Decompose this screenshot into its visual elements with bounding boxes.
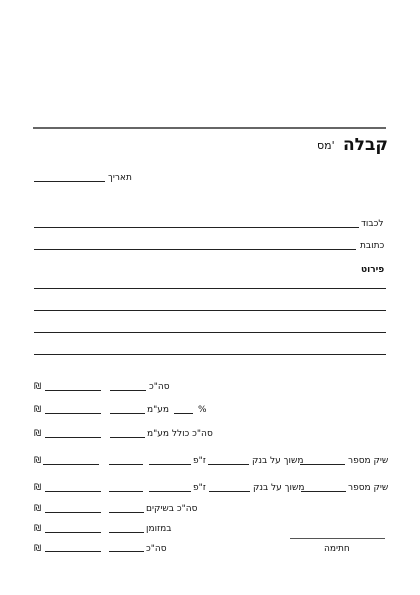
check-2-number-field[interactable] <box>301 491 346 492</box>
check-2-number-label: שיק מספר <box>348 483 389 493</box>
details-line-3[interactable] <box>34 332 386 333</box>
cash-amount-field[interactable] <box>45 532 101 533</box>
grand-total-amount-field[interactable] <box>45 551 101 552</box>
address-label: כתובת <box>360 241 385 251</box>
check-2-bank-field[interactable] <box>209 491 250 492</box>
check-2-date-field[interactable] <box>149 491 191 492</box>
check-2-date-label: ז"פ <box>193 483 206 493</box>
check-1-bank-field[interactable] <box>208 464 249 465</box>
cash-agorot-field[interactable] <box>109 532 144 533</box>
check-1-number-label: שיק מספר <box>348 456 389 466</box>
currency-symbol: ₪ <box>34 504 42 514</box>
check-1-number-field[interactable] <box>300 464 345 465</box>
check-1-agorot-field[interactable] <box>109 464 143 465</box>
check-1-date-field[interactable] <box>149 464 191 465</box>
check-2-bank-label: משוך על בנק <box>253 483 305 493</box>
total-with-vat-agorot-field[interactable] <box>110 437 145 438</box>
details-line-2[interactable] <box>34 310 386 311</box>
total-with-vat-label: סה"כ כולל מע"מ <box>147 429 213 439</box>
recipient-label: לכבוד <box>361 219 384 229</box>
vat-percent-field[interactable] <box>174 413 193 414</box>
date-field[interactable] <box>34 181 105 182</box>
subtotal-label: סה"כ <box>149 382 170 392</box>
grand-total-label: סה"כ <box>146 544 167 554</box>
check-2-agorot-field[interactable] <box>109 491 143 492</box>
currency-symbol: ₪ <box>34 524 42 534</box>
date-label: תאריך <box>108 173 132 183</box>
receipt-title: קבלה <box>343 135 388 155</box>
cash-label: במזומן <box>146 524 172 534</box>
vat-amount-field[interactable] <box>45 413 101 414</box>
currency-symbol: ₪ <box>34 544 42 554</box>
recipient-field[interactable] <box>34 227 359 228</box>
subtotal-amount-field[interactable] <box>45 390 101 391</box>
vat-label: מע"מ <box>147 405 169 415</box>
percent-sign: % <box>198 405 207 415</box>
currency-symbol: ₪ <box>34 429 42 439</box>
subtotal-agorot-field[interactable] <box>110 390 146 391</box>
currency-symbol: ₪ <box>34 382 42 392</box>
address-field[interactable] <box>34 249 356 250</box>
receipt-number-label: מס' <box>317 139 335 152</box>
grand-total-agorot-field[interactable] <box>109 551 144 552</box>
check-1-amount-field[interactable] <box>43 464 99 465</box>
details-line-1[interactable] <box>34 288 386 289</box>
check-2-amount-field[interactable] <box>45 491 101 492</box>
signature-label: חתימה <box>324 544 350 554</box>
signature-field[interactable] <box>290 538 385 539</box>
currency-symbol: ₪ <box>34 456 42 466</box>
header-rule <box>33 127 386 129</box>
details-line-4[interactable] <box>34 354 386 355</box>
total-with-vat-amount-field[interactable] <box>45 437 101 438</box>
checks-total-amount-field[interactable] <box>45 512 101 513</box>
currency-symbol: ₪ <box>34 405 42 415</box>
check-1-date-label: ז"פ <box>193 456 206 466</box>
check-1-bank-label: משוך על בנק <box>252 456 304 466</box>
vat-agorot-field[interactable] <box>110 413 145 414</box>
checks-total-agorot-field[interactable] <box>109 512 144 513</box>
currency-symbol: ₪ <box>34 483 42 493</box>
details-label: פירוט <box>361 265 385 275</box>
checks-total-label: סה"כ בשיקים <box>146 504 198 514</box>
